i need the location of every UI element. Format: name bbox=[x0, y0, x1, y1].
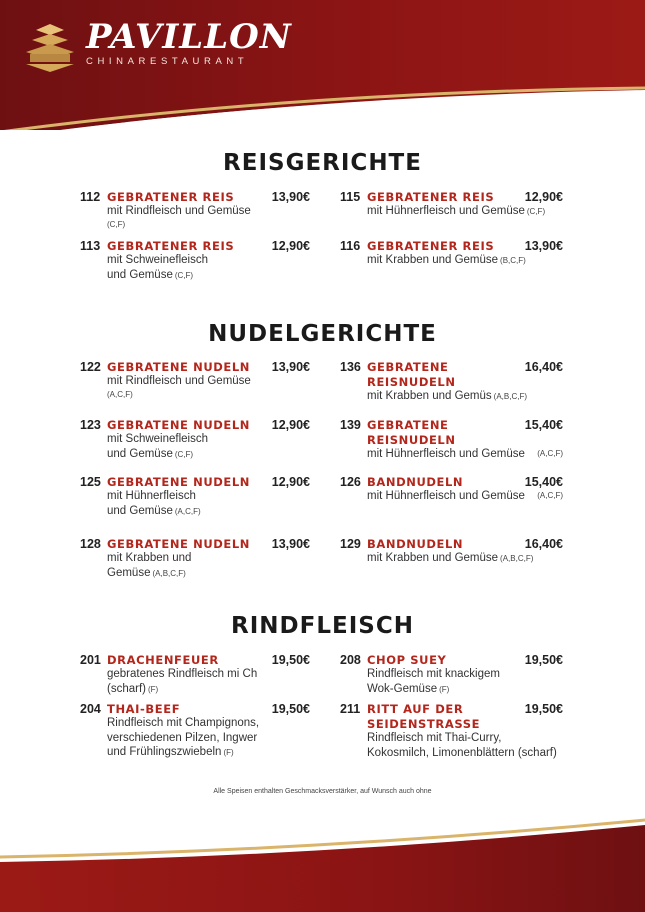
item-description bbox=[367, 253, 563, 269]
item-price: 19,50€ bbox=[524, 653, 563, 667]
brand-name: PAVILLON bbox=[86, 17, 292, 57]
item-name-line: GEBRATENER REIS bbox=[107, 239, 235, 253]
item-price: 16,40€ bbox=[524, 537, 563, 551]
allergen-codes: (C,F) bbox=[526, 207, 546, 216]
item-description bbox=[107, 716, 310, 761]
pavilion-logo-icon bbox=[22, 22, 78, 72]
allergen-codes: (F) bbox=[147, 684, 159, 694]
description-text: mit Krabben und Gemüs bbox=[367, 390, 492, 402]
item-number: 136 bbox=[340, 360, 361, 374]
item-name bbox=[107, 239, 234, 254]
description-text: Rindfleisch mit knackigem bbox=[367, 668, 500, 680]
description-text: mit Hühnerfleisch und Gemüse bbox=[367, 205, 525, 217]
item-number: 129 bbox=[340, 537, 361, 551]
item-name bbox=[107, 475, 250, 490]
item-name bbox=[107, 190, 234, 205]
item-price: 16,40€ bbox=[524, 360, 563, 374]
item-number: 139 bbox=[340, 418, 361, 432]
item-description bbox=[107, 374, 310, 400]
item-name bbox=[367, 653, 446, 668]
item-name bbox=[107, 418, 250, 433]
description-line bbox=[107, 716, 310, 731]
description-text: mit Hühnerfleisch und Gemüse bbox=[367, 448, 525, 460]
item-description bbox=[367, 667, 563, 697]
footer-note: Alle Speisen enthalten Geschmacksverstärker, auf Wunsch auch ohne bbox=[213, 788, 432, 795]
section-title-nudelgerichte: NUDELGERICHTE bbox=[208, 321, 437, 347]
item-description bbox=[107, 667, 310, 697]
item-price: 19,50€ bbox=[271, 653, 310, 667]
item-name-line: BANDNUDELN bbox=[367, 537, 464, 551]
description-line bbox=[107, 268, 310, 284]
item-name bbox=[367, 360, 456, 390]
item-name-line: GEBRATENER REIS bbox=[367, 190, 495, 204]
description-line bbox=[107, 731, 310, 746]
description-line bbox=[367, 204, 563, 220]
allergen-codes: (C,F) bbox=[174, 449, 194, 459]
item-name-line: REISNUDELN bbox=[367, 433, 456, 447]
description-text: (scharf) bbox=[107, 682, 146, 695]
description-line bbox=[107, 389, 310, 400]
description-line bbox=[107, 374, 310, 389]
item-name-line: RITT AUF DER bbox=[367, 702, 464, 716]
description-text: Kokosmilch, Limonenblättern (scharf) bbox=[367, 746, 557, 759]
description-line bbox=[367, 253, 563, 269]
description-text: mit Krabben und bbox=[107, 552, 192, 564]
allergen-codes: (C,F) bbox=[174, 270, 194, 280]
item-price: 13,90€ bbox=[271, 190, 310, 204]
item-description bbox=[107, 432, 310, 462]
description-line bbox=[107, 447, 310, 463]
item-description bbox=[107, 489, 310, 519]
item-number: 126 bbox=[340, 475, 361, 489]
description-line bbox=[107, 219, 310, 230]
description-line bbox=[107, 489, 310, 504]
description-text: mit Schweinefleisch bbox=[107, 433, 208, 445]
description-text: verschiedenen Pilzen, Ingwer bbox=[107, 731, 258, 744]
item-price: 13,90€ bbox=[271, 537, 310, 551]
item-name bbox=[367, 239, 494, 254]
description-text: Rindfleisch mit Champignons, bbox=[107, 717, 260, 729]
description-line bbox=[367, 447, 563, 462]
item-name-line: GEBRATENE NUDELN bbox=[107, 475, 251, 489]
item-name-line: GEBRATENE bbox=[367, 360, 449, 374]
description-line bbox=[107, 682, 310, 698]
item-price: 12,90€ bbox=[524, 190, 563, 204]
item-name-line: GEBRATENE bbox=[367, 418, 449, 432]
description-text: und Frühlingszwiebeln bbox=[107, 746, 222, 758]
description-text: und Gemüse bbox=[107, 268, 173, 281]
description-text: und Gemüse bbox=[107, 447, 173, 460]
item-description bbox=[107, 551, 310, 581]
item-description bbox=[367, 389, 563, 405]
allergen-codes: (A,B,C,F) bbox=[152, 568, 186, 578]
description-text: mit Rindfleisch und Gemüse bbox=[107, 205, 251, 217]
description-line bbox=[367, 746, 563, 761]
description-line bbox=[107, 504, 310, 520]
item-name-line: DRACHENFEUER bbox=[107, 653, 219, 667]
footer-banner bbox=[0, 817, 645, 912]
item-name bbox=[107, 360, 250, 375]
item-description bbox=[367, 551, 563, 567]
item-name-line: GEBRATENER REIS bbox=[107, 190, 235, 204]
section-title-reisgerichte: REISGERICHTE bbox=[223, 150, 422, 176]
item-name-line: BANDNUDELN bbox=[367, 475, 464, 489]
item-price: 13,90€ bbox=[271, 360, 310, 374]
item-name-line: THAI-BEEF bbox=[107, 702, 181, 716]
item-description bbox=[367, 489, 563, 504]
allergen-codes: (B,C,F) bbox=[500, 256, 526, 265]
item-price: 15,40€ bbox=[524, 475, 563, 489]
allergen-codes: (C,F) bbox=[107, 219, 126, 229]
item-description bbox=[107, 204, 310, 230]
description-line bbox=[107, 745, 310, 761]
description-text: Wok-Gemüse bbox=[367, 682, 438, 695]
description-line bbox=[367, 389, 563, 405]
item-description bbox=[367, 447, 563, 462]
item-number: 128 bbox=[80, 537, 101, 551]
description-line bbox=[367, 551, 563, 567]
item-name-line: REISNUDELN bbox=[367, 375, 456, 389]
description-line bbox=[107, 204, 310, 219]
description-text: gebratenes Rindfleisch mi Ch bbox=[107, 668, 258, 680]
description-line bbox=[107, 551, 310, 566]
item-name bbox=[367, 475, 463, 490]
item-price: 19,50€ bbox=[524, 702, 563, 716]
description-text: Gemüse bbox=[107, 566, 151, 579]
item-name-line: GEBRATENE NUDELN bbox=[107, 418, 251, 432]
item-price: 12,90€ bbox=[271, 475, 310, 489]
item-number: 112 bbox=[80, 190, 101, 204]
allergen-codes: (A,C,F) bbox=[537, 491, 563, 500]
item-description bbox=[367, 731, 563, 760]
item-name bbox=[367, 537, 463, 552]
item-name bbox=[107, 702, 180, 717]
item-number: 116 bbox=[340, 239, 361, 253]
item-number: 113 bbox=[80, 239, 101, 253]
item-number: 208 bbox=[340, 653, 361, 667]
allergen-codes: (A,B,C,F) bbox=[493, 392, 527, 401]
description-line bbox=[107, 432, 310, 447]
item-number: 123 bbox=[80, 418, 101, 432]
item-name bbox=[367, 190, 494, 205]
description-text: mit Rindfleisch und Gemüse bbox=[107, 375, 251, 387]
item-number: 211 bbox=[340, 702, 361, 716]
section-title-rindfleisch: RINDFLEISCH bbox=[231, 613, 414, 639]
brand-subtitle: CHINARESTAURANT bbox=[86, 56, 249, 67]
item-number: 204 bbox=[80, 702, 101, 716]
allergen-codes: (A,C,F) bbox=[107, 389, 133, 399]
description-text: mit Schweinefleisch bbox=[107, 254, 208, 266]
item-price: 12,90€ bbox=[271, 239, 310, 253]
allergen-codes: (A,C,F) bbox=[537, 449, 563, 458]
item-name-line: GEBRATENE NUDELN bbox=[107, 537, 251, 551]
item-name bbox=[367, 418, 456, 448]
description-text: mit Hühnerfleisch bbox=[107, 490, 196, 502]
description-text: Rindfleisch mit Thai-Curry, bbox=[367, 732, 502, 744]
item-number: 122 bbox=[80, 360, 101, 374]
allergen-codes: (A,B,C,F) bbox=[500, 554, 534, 563]
description-line bbox=[367, 682, 563, 698]
description-line bbox=[107, 253, 310, 268]
description-line bbox=[367, 731, 563, 746]
description-line bbox=[367, 667, 563, 682]
description-line bbox=[367, 489, 563, 504]
item-price: 12,90€ bbox=[271, 418, 310, 432]
description-text: und Gemüse bbox=[107, 504, 173, 517]
item-name bbox=[367, 702, 480, 732]
allergen-codes: (F) bbox=[223, 748, 234, 757]
item-name-line: CHOP SUEY bbox=[367, 653, 447, 667]
item-name-line: GEBRATENE NUDELN bbox=[107, 360, 251, 374]
item-number: 115 bbox=[340, 190, 361, 204]
item-price: 13,90€ bbox=[524, 239, 563, 253]
item-price: 19,50€ bbox=[271, 702, 310, 716]
allergen-codes: (A,C,F) bbox=[174, 506, 201, 516]
description-text: mit Krabben und Gemüse bbox=[367, 552, 499, 564]
item-number: 201 bbox=[80, 653, 101, 667]
item-name bbox=[107, 537, 250, 552]
item-description bbox=[367, 204, 563, 220]
description-text: mit Hühnerfleisch und Gemüse bbox=[367, 490, 525, 502]
item-description bbox=[107, 253, 310, 283]
allergen-codes: (F) bbox=[439, 684, 450, 694]
description-text: mit Krabben und Gemüse bbox=[367, 254, 499, 266]
item-price: 15,40€ bbox=[524, 418, 563, 432]
description-line bbox=[107, 667, 310, 682]
item-name-line: SEIDENSTRASSE bbox=[367, 717, 481, 731]
item-name bbox=[107, 653, 219, 668]
description-line bbox=[107, 566, 310, 582]
item-number: 125 bbox=[80, 475, 101, 489]
item-name-line: GEBRATENER REIS bbox=[367, 239, 495, 253]
